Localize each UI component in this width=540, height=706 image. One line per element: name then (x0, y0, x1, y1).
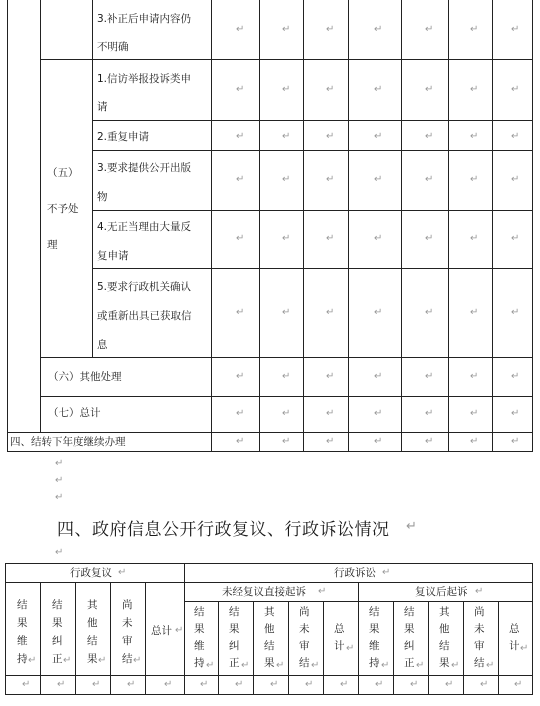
cell-mark: ↵ (480, 679, 489, 690)
cell-mark: ↵ (270, 679, 279, 690)
cell-mark: ↵ (470, 84, 479, 95)
cell-mark: ↵ (282, 233, 291, 244)
cell-mark: ↵ (326, 307, 335, 318)
cell-mark: ↵ (282, 408, 291, 419)
cell-mark: ↵ (410, 679, 419, 690)
cell-mark: ↵ (382, 567, 391, 578)
cell-mark: ↵ (470, 307, 479, 318)
paragraph-mark: ↵ (406, 519, 417, 534)
cell-mark: ↵ (511, 408, 520, 419)
cell-mark: ↵ (425, 84, 434, 95)
cell-mark: ↵ (200, 679, 209, 690)
cell-mark: ↵ (475, 586, 484, 597)
cell-mark: ↵ (511, 371, 520, 382)
row-repeated-request: 2.重复申请 (97, 131, 150, 143)
cell-mark: ↵ (470, 371, 479, 382)
cell-mark: ↵ (511, 436, 520, 447)
cell-mark: ↵ (470, 131, 479, 142)
cell-mark: ↵ (340, 679, 349, 690)
cell-mark: ↵ (57, 679, 66, 690)
cell-mark: ↵ (425, 436, 434, 447)
cell-mark: ↵ (236, 84, 245, 95)
paragraph-mark: ↵ (55, 492, 64, 503)
review-col-total: 总计 (151, 625, 172, 637)
cell-mark: ↵ (22, 679, 31, 690)
cell-mark: ↵ (326, 24, 335, 35)
cell-mark: ↵ (470, 174, 479, 185)
row-petition-complaint-cont: 请 (97, 101, 108, 113)
row-correction-unclear: 3.补正后申请内容仍 (97, 13, 192, 25)
cell-mark: ↵ (470, 436, 479, 447)
header-suit-after-review: 复议后起诉 (415, 586, 468, 598)
cell-mark: ↵ (425, 371, 434, 382)
cell-mark: ↵ (236, 233, 245, 244)
cell-mark: ↵ (282, 84, 291, 95)
paragraph-mark: ↵ (55, 458, 64, 469)
cell-mark: ↵ (118, 567, 127, 578)
cell-mark: ↵ (425, 408, 434, 419)
cell-mark: ↵ (318, 586, 327, 597)
cell-mark: ↵ (326, 233, 335, 244)
cell-mark: ↵ (425, 131, 434, 142)
cell-mark: ↵ (282, 174, 291, 185)
row-published-materials-cont: 物 (97, 191, 108, 203)
cell-mark: ↵ (235, 679, 244, 690)
paragraph-mark: ↵ (55, 475, 64, 486)
group-not-processed-cont: 不予处 (47, 203, 79, 215)
row-correction-unclear-cont: 不明确 (97, 41, 129, 53)
row-published-materials: 3.要求提供公开出版 (97, 162, 192, 174)
cell-mark: ↵ (236, 408, 245, 419)
row-carry-over: 四、结转下年度继续办理 (10, 436, 126, 448)
cell-mark: ↵ (92, 679, 101, 690)
cell-mark: ↵ (282, 24, 291, 35)
cell-mark: ↵ (127, 679, 136, 690)
cell-mark: ↵ (375, 679, 384, 690)
cell-mark: ↵ (425, 174, 434, 185)
cell-mark: ↵ (425, 24, 434, 35)
paragraph-mark: ↵ (55, 547, 64, 558)
cell-mark: ↵ (326, 174, 335, 185)
cell-mark: ↵ (425, 233, 434, 244)
cell-mark: ↵ (374, 307, 383, 318)
cell-mark: ↵ (282, 307, 291, 318)
cell-mark: ↵ (511, 131, 520, 142)
cell-mark: ↵ (236, 131, 245, 142)
cell-mark: ↵ (374, 408, 383, 419)
cell-mark: ↵ (511, 24, 520, 35)
row-petition-complaint: 1.信访举报投诉类申 (97, 73, 192, 85)
cell-mark: ↵ (282, 371, 291, 382)
group-not-processed: （五） (47, 167, 79, 179)
cell-mark: ↵ (514, 679, 523, 690)
cell-mark: ↵ (282, 131, 291, 142)
cell-mark: ↵ (164, 679, 173, 690)
row-repeated-without-reason-cont: 复申请 (97, 250, 129, 262)
cell-mark: ↵ (445, 679, 454, 690)
cell-mark: ↵ (236, 174, 245, 185)
cell-mark: ↵ (282, 436, 291, 447)
cell-mark: ↵ (374, 174, 383, 185)
cell-mark: ↵ (236, 24, 245, 35)
cell-mark: ↵ (470, 233, 479, 244)
cell-mark: ↵ (511, 307, 520, 318)
cell-mark: ↵ (511, 84, 520, 95)
section-title: 四、政府信息公开行政复议、行政诉讼情况 (57, 520, 390, 540)
cell-mark: ↵ (236, 436, 245, 447)
cell-mark: ↵ (236, 371, 245, 382)
cell-mark: ↵ (175, 625, 184, 636)
row-repeated-without-reason: 4.无正当理由大量反 (97, 221, 192, 233)
cell-mark: ↵ (470, 408, 479, 419)
cell-mark: ↵ (326, 371, 335, 382)
header-admin-litigation: 行政诉讼 (334, 567, 376, 579)
group-not-processed-cont2: 理 (47, 239, 58, 251)
cell-mark: ↵ (305, 679, 314, 690)
cell-mark: ↵ (374, 24, 383, 35)
cell-mark: ↵ (374, 371, 383, 382)
header-admin-review: 行政复议 (70, 567, 112, 579)
cell-mark: ↵ (425, 307, 434, 318)
row-other-processing: （六）其他处理 (48, 371, 122, 383)
header-direct-suit: 未经复议直接起诉 (222, 586, 306, 598)
cell-mark: ↵ (470, 24, 479, 35)
cell-mark: ↵ (326, 84, 335, 95)
row-total: （七）总计 (48, 407, 101, 419)
cell-mark: ↵ (374, 233, 383, 244)
cell-mark: ↵ (374, 436, 383, 447)
cell-mark: ↵ (326, 131, 335, 142)
cell-mark: ↵ (326, 408, 335, 419)
cell-mark: ↵ (326, 436, 335, 447)
row-confirm-reissue-cont: 或重新出具已获取信 (97, 310, 192, 322)
cell-mark: ↵ (511, 174, 520, 185)
cell-mark: ↵ (236, 307, 245, 318)
cell-mark: ↵ (374, 131, 383, 142)
row-confirm-reissue: 5.要求行政机关确认 (97, 281, 192, 293)
cell-mark: ↵ (374, 84, 383, 95)
row-confirm-reissue-cont2: 息 (97, 339, 108, 351)
cell-mark: ↵ (511, 233, 520, 244)
